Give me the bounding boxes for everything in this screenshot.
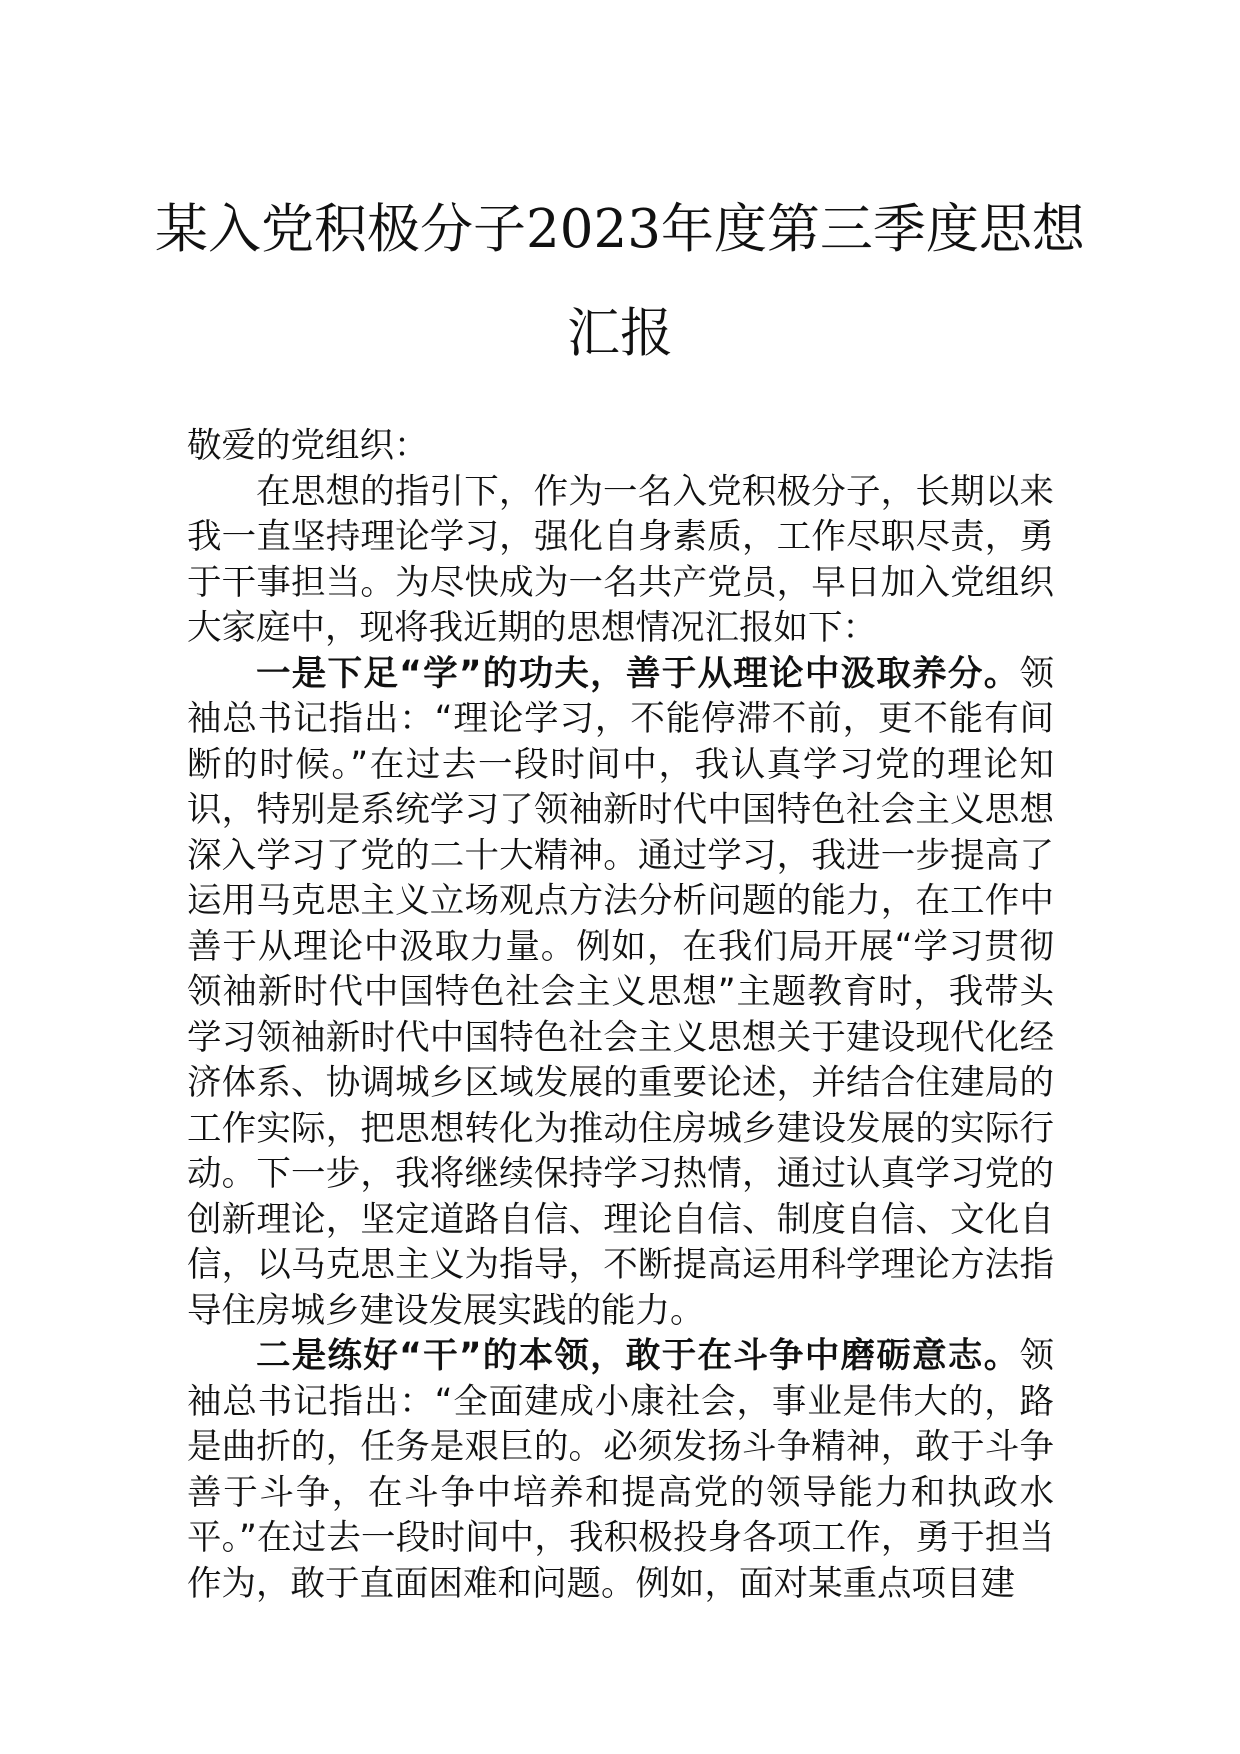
- document-title: 某入党积极分子2023年度第三季度思想汇报: [155, 199, 1085, 364]
- paragraph-study-text: 领袖总书记指出：“理论学习，不能停滞不前，更不能有间断的时候。”在过去一段时间中，我认真学习党的理论知识，特别是系统学习了领袖新时代中国特色社会主义思想深入学习了党的二十大精神。通过学习，我进一步提高了运用马克思主义立场观点方法分析问题的能力，在工作中善于从理论中汲取力量。例如，在我们局开展“学习贯彻领袖新时代中国特色社会主义思想”主题教育时，我带头学习领袖新时代中国特色社会主义思想关于建设现代化经济体系、协调城乡区域发展的重要论述，并结合住建局的工作实际，把思想转化为推动住房城乡建设发展的实际行动。下一步，我将继续保持学习热情，通过认真学习党的创新理论，坚定道路自信、理论自信、制度自信、文化自信，以马克思主义为指导，不断提高运用科学理论方法指导住房城乡建设发展实践的能力。: [187, 653, 1054, 1331]
- paragraph-practice-text: 领袖总书记指出：“全面建成小康社会，事业是伟大的，路是曲折的，任务是艰巨的。必须发扬斗争精神，敢于斗争善于斗争，在斗争中培养和提高党的领导能力和执政水平。”在过去一段时间中，我积极投身各项工作，勇于担当作为，敢于直面困难和问题。例如，面对某重点项目建: [187, 1336, 1054, 1604]
- paragraph-study-heading: 一是下足“学”的功夫，善于从理论中汲取养分。: [256, 653, 1020, 694]
- salutation: 敬爱的党组织：: [187, 426, 429, 466]
- paragraph-study: [187, 652, 1054, 1335]
- paragraph-practice: [187, 1334, 1054, 1607]
- paragraph-intro-text: 在思想的指引下，作为一名入党积极分子，长期以来我一直坚持理论学习，强化自身素质，工作尽职尽责，勇于干事担当。为尽快成为一名共产党员，早日加入党组织大家庭中，现将我近期的思想情况汇报如下：: [187, 471, 1054, 648]
- document-body: [187, 424, 1054, 1607]
- paragraph-practice-heading: 二是练好“干”的本领，敢于在斗争中磨砺意志。: [256, 1336, 1020, 1376]
- paragraph-intro: [187, 470, 1054, 652]
